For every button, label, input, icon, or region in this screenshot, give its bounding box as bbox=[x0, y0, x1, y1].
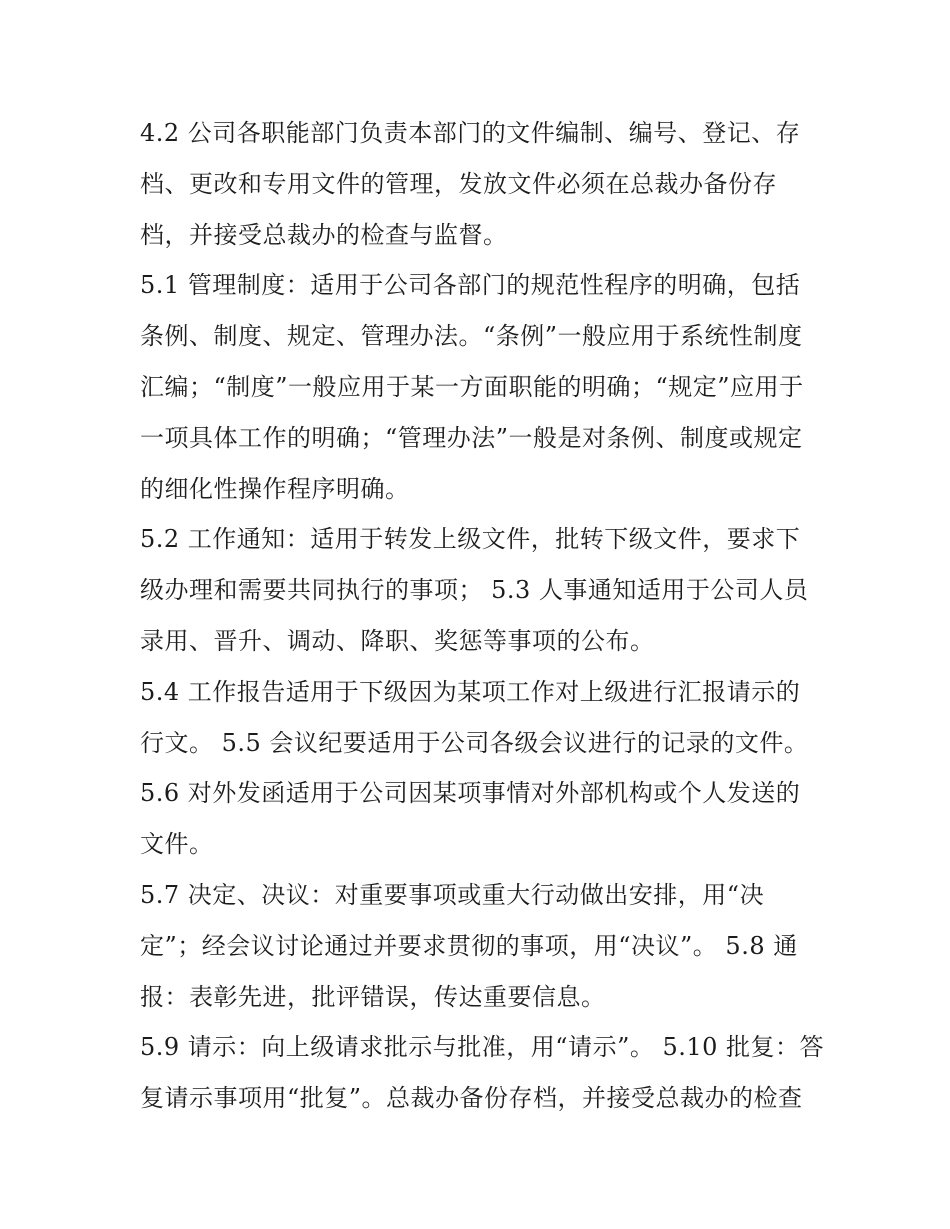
text-line: 5.9 请示：向上级请求批示与批准，用“请示”。 5.10 批复：答 bbox=[140, 1033, 825, 1062]
text-line: 档，并接受总裁办的检查与监督。 bbox=[140, 220, 508, 249]
text-line: 条例、制度、规定、管理办法。“条例”一般应用于系统性制度 bbox=[140, 322, 803, 351]
text-line: 5.7 决定、决议：对重要事项或重大行动做出安排，用“决 bbox=[140, 880, 765, 909]
text-line: 定”；经会议讨论通过并要求贯彻的事项，用“决议”。 5.8 通 bbox=[140, 931, 798, 960]
text-line: 一项具体工作的明确；“管理办法”一般是对条例、制度或规定 bbox=[140, 423, 803, 452]
text-line: 文件。 bbox=[140, 830, 214, 859]
text-line: 5.1 管理制度：适用于公司各部门的规范性程序的明确，包括 bbox=[140, 271, 801, 300]
text-line: 5.2 工作通知：适用于转发上级文件，批转下级文件，要求下 bbox=[140, 525, 801, 554]
text-line: 录用、晋升、调动、降职、奖惩等事项的公布。 bbox=[140, 626, 655, 655]
text-line: 4.2 公司各职能部门负责本部门的文件编制、编号、登记、存 bbox=[140, 119, 801, 147]
document-body bbox=[140, 108, 825, 1124]
text-line: 汇编；“制度”一般应用于某一方面职能的明确；“规定”应用于 bbox=[140, 372, 804, 401]
text-line: 档、更改和专用文件的管理，发放文件必须在总裁办备份存 bbox=[140, 169, 777, 198]
text-line: 5.4 工作报告适用于下级因为某项工作对上级进行汇报请示的 bbox=[140, 677, 801, 706]
text-line: 5.6 对外发函适用于公司因某项事情对外部机构或个人发送的 bbox=[140, 779, 801, 808]
text-line: 行文。 5.5 会议纪要适用于公司各级会议进行的记录的文件。 bbox=[140, 728, 809, 757]
text-line: 报：表彰先进，批评错误，传达重要信息。 bbox=[140, 982, 606, 1011]
text-line: 级办理和需要共同执行的事项； 5.3 人事通知适用于公司人员 bbox=[140, 576, 809, 605]
text-line: 复请示事项用“批复”。总裁办备份存档，并接受总裁办的检查 bbox=[140, 1084, 803, 1113]
text-line: 的细化性操作程序明确。 bbox=[140, 474, 410, 503]
